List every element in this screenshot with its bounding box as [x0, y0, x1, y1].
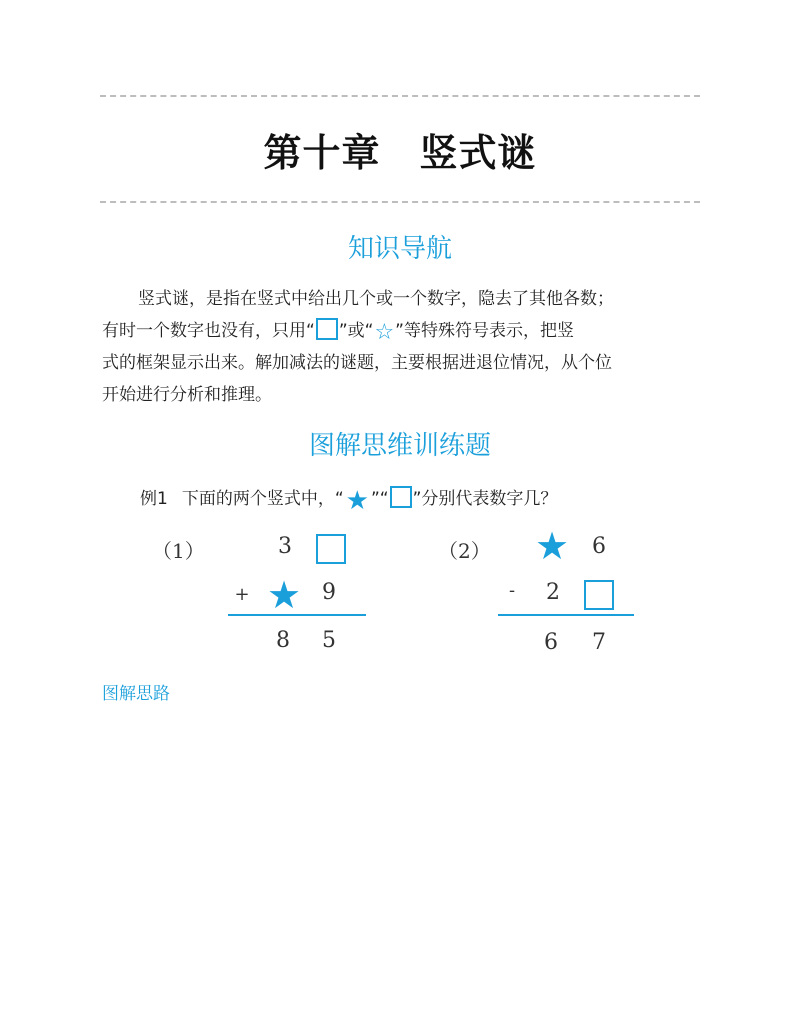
intro-line-1: 竖式谜，是指在竖式中给出几个或一个数字，隐去了其他各数；: [138, 289, 614, 309]
puzzle-2-difference-line: [498, 614, 634, 616]
star-solid-icon: ★: [266, 573, 302, 617]
bottom-dashed-divider: [100, 201, 700, 203]
star-solid-icon: ★: [534, 524, 570, 568]
puzzle-2-result-ones: 7: [592, 630, 606, 655]
example-label: 例1: [140, 489, 168, 509]
puzzle-1-result-tens: 8: [276, 628, 290, 653]
example-text-c: ”分别代表数字几？: [412, 489, 558, 509]
example-question: [140, 484, 558, 516]
intro-line-2-part-b: ”或“: [338, 321, 374, 341]
intro-line-3: 式的框架显示出来。解加减法的谜题，主要根据进退位情况，从个位: [102, 353, 612, 373]
chapter-title: 第十章 竖式谜: [263, 131, 537, 175]
blank-box-icon: [584, 580, 614, 610]
solution-hint-link[interactable]: 图解思路: [102, 684, 170, 704]
intro-paragraph: [102, 283, 700, 411]
intro-line-2-part-a: 有时一个数字也没有，只用“: [102, 321, 315, 341]
blank-box-icon: [390, 486, 412, 508]
puzzle-2-top-digit: 6: [592, 534, 606, 559]
blank-box-icon: [316, 318, 338, 340]
example-text-a: 下面的两个竖式中，“: [181, 489, 344, 509]
knowledge-navigation-heading: 知识导航: [347, 234, 452, 264]
example-text-b: ”“: [370, 489, 389, 509]
star-solid-icon: ★: [345, 486, 369, 516]
puzzle-1-top-digit: 3: [278, 534, 292, 559]
puzzle-2-result-tens: 6: [544, 630, 558, 655]
puzzle-2-operator: -: [508, 580, 516, 601]
puzzle-1-label: （1）: [152, 539, 205, 563]
puzzle-1-bottom-digit: 9: [322, 580, 336, 605]
star-outline-icon: ☆: [374, 320, 395, 345]
intro-line-2-part-c: ”等特殊符号表示，把竖: [395, 321, 574, 341]
puzzle-2-bottom-digit: 2: [546, 580, 560, 605]
puzzle-2-label: （2）: [438, 539, 491, 563]
top-dashed-divider: [100, 95, 700, 97]
puzzle-1-operator: +: [234, 584, 250, 605]
intro-line-4: 开始进行分析和推理。: [102, 385, 272, 405]
puzzle-1-sum-line: [228, 614, 366, 616]
intro-line-2: [102, 315, 700, 347]
puzzle-1-result-ones: 5: [322, 628, 336, 653]
blank-box-icon: [316, 534, 346, 564]
practice-heading: 图解思维训练题: [308, 431, 491, 461]
